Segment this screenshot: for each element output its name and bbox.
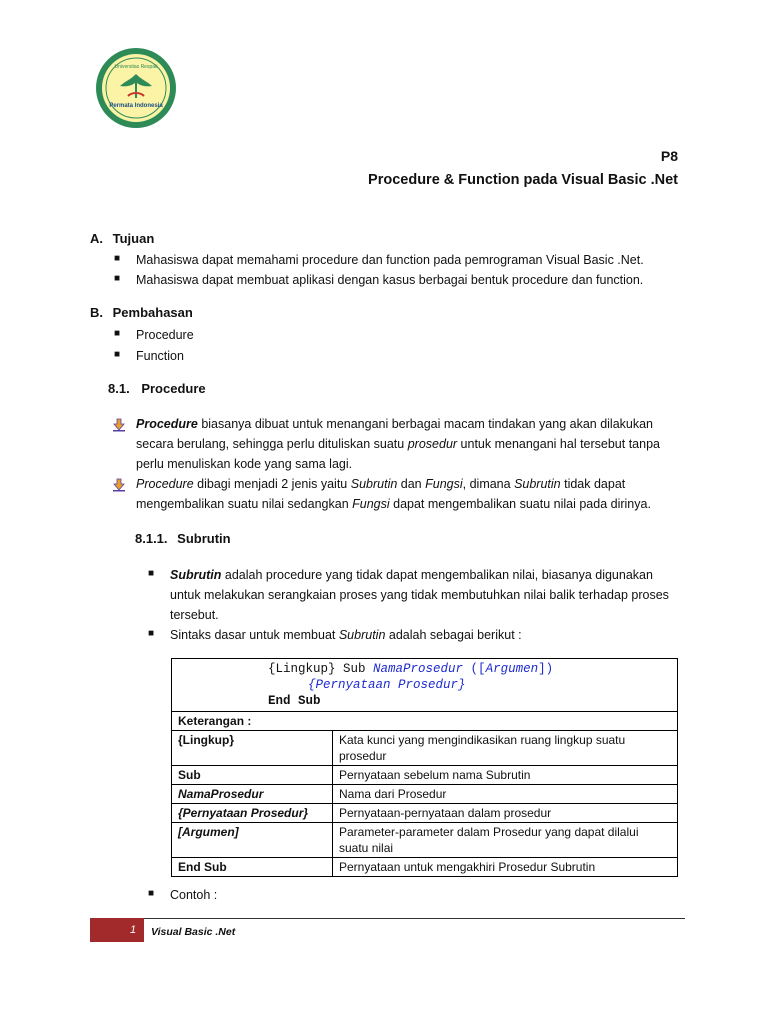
code-nama-prosedur: NamaProsedur — [373, 662, 464, 676]
table-row — [172, 766, 678, 785]
para2-text-d: dan — [397, 477, 426, 491]
list-item — [114, 270, 643, 290]
bullet-icon: ■ — [114, 253, 121, 264]
bullet-icon: ■ — [114, 349, 121, 360]
subrutin-def-text: adalah procedure yang tidak dapat mengembalikan nilai, biasanya digunakan — [221, 568, 653, 582]
code-pernyataan: {Pernyataan Prosedur} — [308, 678, 466, 692]
list-item — [148, 625, 522, 645]
para2-line2c: dapat mengembalikan suatu nilai pada dirinya. — [389, 497, 651, 511]
desc-cell: Kata kunci yang mengindikasikan ruang lingkup suatu prosedur — [333, 731, 678, 766]
keterangan-label: Keterangan : — [172, 712, 678, 731]
term-fungsi: Fungsi — [425, 477, 463, 491]
term-cell: {Lingkup} — [172, 731, 333, 766]
subrutin-def-line3: tersebut. — [170, 608, 219, 622]
para2-line2a: mengembalikan suatu nilai sedangkan — [136, 497, 353, 511]
section-b-title: Pembahasan — [112, 305, 193, 320]
section-a-label: A. — [90, 231, 103, 246]
list-item — [148, 565, 690, 625]
list-item — [114, 346, 184, 366]
syntax-code-row — [172, 659, 678, 712]
term-cell: {Pernyataan Prosedur} — [172, 804, 333, 823]
term-procedure: Procedure — [136, 477, 194, 491]
table-row — [172, 712, 678, 731]
syntax-code-cell — [172, 659, 678, 712]
table-row — [172, 823, 678, 858]
code-paren-open: ([ — [463, 662, 486, 676]
subrutin-def-line2: untuk melakukan serangkaian proses yang tidak membutuhkan nilai balik terhadap proses — [170, 588, 669, 602]
chapter-code: P8 — [660, 148, 678, 164]
subsubsection-title: Subrutin — [177, 531, 231, 546]
sintaks-text-c: adalah sebagai berikut : — [385, 628, 522, 642]
para1-line2a: secara berulang, sehingga perlu dituliskan suatu — [136, 437, 408, 451]
term-subrutin: Subrutin — [350, 477, 398, 491]
list-item — [114, 325, 194, 345]
para1-text: biasanya dibuat untuk menangani berbagai macam tindakan yang akan dilakukan — [197, 417, 654, 431]
para1-line3: perlu menuliskan kode yang sama lagi. — [136, 457, 353, 471]
term-subrutin: Subrutin — [338, 628, 386, 642]
code-paren-close: ]) — [538, 662, 554, 676]
syntax-table — [171, 658, 678, 877]
desc-cell: Pernyataan untuk mengakhiri Prosedur Subrutin — [333, 858, 678, 877]
bullet-icon: ■ — [148, 628, 155, 639]
subsubsection-heading — [135, 531, 231, 546]
logo-text-bottom: Permata Indonesia — [109, 103, 163, 109]
paragraph-procedure — [136, 414, 696, 474]
footer-title: Visual Basic .Net — [151, 926, 236, 938]
logo-text-top: Universitas Respati — [114, 64, 158, 70]
bullet-icon: ■ — [114, 273, 121, 284]
table-row — [172, 731, 678, 766]
section-a-heading — [90, 231, 154, 246]
section-b-heading — [90, 305, 193, 320]
document-title: Procedure & Function pada Visual Basic .Net — [368, 172, 678, 188]
list-item-text: Function — [136, 349, 184, 363]
page-number-box — [90, 918, 144, 942]
para1-line2c: untuk menangani hal tersebut tanpa — [457, 437, 660, 451]
term-subrutin: Subrutin — [170, 568, 222, 582]
list-item — [114, 250, 644, 270]
term-cell: [Argumen] — [172, 823, 333, 858]
term-cell: End Sub — [172, 858, 333, 877]
list-item — [148, 885, 217, 905]
sintaks-text-a: Sintaks dasar untuk membuat — [170, 628, 339, 642]
list-item-text: Procedure — [136, 328, 194, 342]
term-fungsi: Fungsi — [352, 497, 390, 511]
page-number: 1 — [130, 924, 137, 936]
list-item-text: Mahasiswa dapat membuat aplikasi dengan kasus berbagai bentuk procedure dan function. — [136, 273, 644, 287]
code-end-sub: End Sub — [268, 694, 321, 708]
paragraph-jenis — [136, 474, 696, 514]
footer-divider — [90, 918, 685, 919]
bullet-icon: ■ — [148, 888, 155, 899]
term-subrutin: Subrutin — [514, 477, 561, 491]
subsection-heading — [108, 381, 206, 396]
subsubsection-number: 8.1.1. — [135, 531, 168, 546]
list-item-text: Mahasiswa dapat memahami procedure dan function pada pemrograman Visual Basic .Net. — [136, 253, 644, 267]
section-b-label: B. — [90, 305, 103, 320]
university-logo — [94, 46, 178, 130]
arrow-bullet-icon — [112, 418, 126, 432]
desc-cell: Pernyataan-pernyataan dalam prosedur — [333, 804, 678, 823]
para2-text-f: , dimana — [462, 477, 515, 491]
para2-text-b: dibagi menjadi 2 jenis yaitu — [193, 477, 351, 491]
term-procedure: Procedure — [136, 417, 198, 431]
term-cell: Sub — [172, 766, 333, 785]
subsection-title: Procedure — [141, 381, 206, 396]
table-row — [172, 785, 678, 804]
term-prosedur: prosedur — [407, 437, 458, 451]
bullet-icon: ■ — [114, 328, 121, 339]
desc-cell: Parameter-parameter dalam Prosedur yang dapat dilalui suatu nilai — [333, 823, 678, 858]
desc-cell: Pernyataan sebelum nama Subrutin — [333, 766, 678, 785]
desc-cell: Nama dari Prosedur — [333, 785, 678, 804]
table-row — [172, 858, 678, 877]
term-cell: NamaProsedur — [172, 785, 333, 804]
table-row — [172, 804, 678, 823]
code-argumen: Argumen — [485, 662, 539, 676]
subsection-number: 8.1. — [108, 381, 130, 396]
para2-text-h: tidak dapat — [560, 477, 626, 491]
section-a-title: Tujuan — [112, 231, 155, 246]
contoh-label: Contoh : — [170, 888, 218, 902]
arrow-bullet-icon — [112, 478, 126, 492]
code-lingkup-sub: {Lingkup} Sub — [268, 662, 374, 676]
bullet-icon: ■ — [148, 568, 155, 579]
